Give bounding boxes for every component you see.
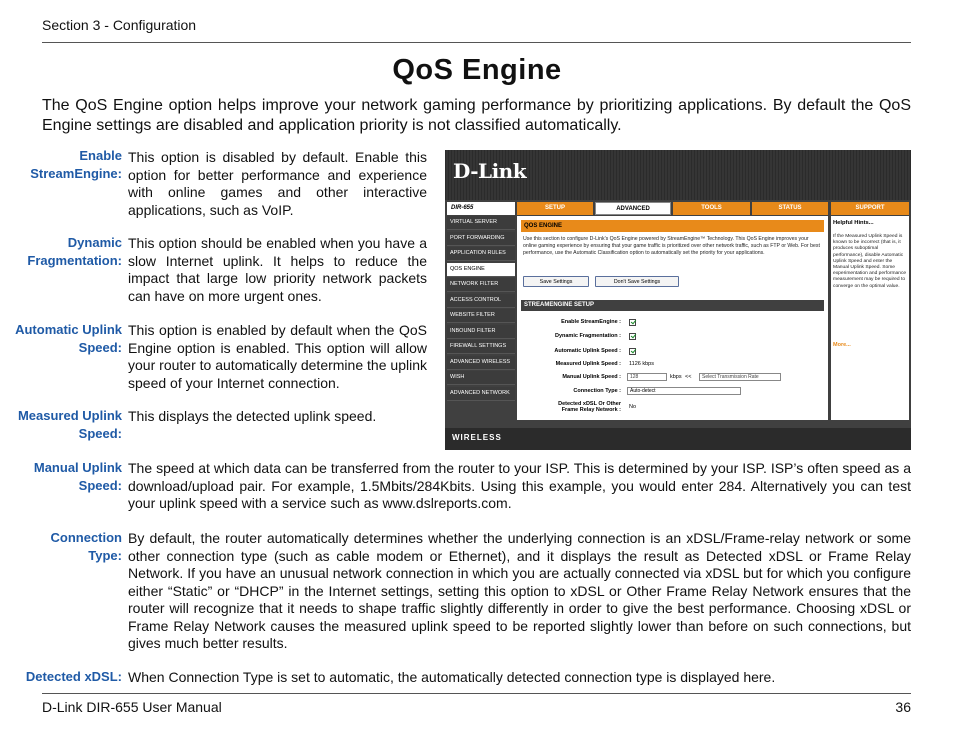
- term-measured-uplink-speed: Measured Uplink Speed:: [17, 408, 122, 441]
- desc-measured-uplink-speed: This displays the detected uplink speed.: [128, 408, 377, 424]
- desc-connection-type: By default, the router automatically determines whether the underlying connection is an xDSL/Frame-relay network or some other connection type (such as cable modem or Ethernet), and it displays the result as Detected xDSL or Frame Relay Network. If you have an unusual network connection in which you are actually connected via xDSL but for which you configure either “Static” or “DHCP” in the Internet settings, setting this option to xDSL or Other Frame Relay Network ensures that the router will recognize that it needs to shape traffic slightly differently in order to give the best performance. Choosing xDSL or Frame Relay Network causes the measured uplink speed to be reported slightly lower than before on such connections, but gives much better results.: [128, 530, 911, 651]
- term-enable-streamengine: Enable StreamEngine:: [30, 148, 122, 181]
- wireless-label: WIRELESS: [452, 433, 502, 442]
- model-label: DIR-655: [447, 202, 515, 215]
- detected-xdsl-label-line2: Frame Relay Network :: [561, 407, 621, 413]
- sidebar-item-advanced-wireless[interactable]: ADVANCED WIRELESS: [447, 356, 515, 370]
- automatic-uplink-label: Automatic Uplink Speed :: [554, 348, 621, 354]
- help-panel: [831, 216, 909, 420]
- dont-save-settings-button[interactable]: Don't Save Settings: [595, 276, 679, 287]
- detected-xdsl-value: No: [629, 404, 637, 410]
- top-divider: [42, 42, 911, 43]
- detected-xdsl-label-line1: Detected xDSL Or Other: [558, 401, 621, 407]
- term-automatic-uplink-speed: Automatic Uplink Speed:: [15, 322, 122, 355]
- footer-page-number: 36: [895, 699, 911, 715]
- qos-panel-title: QOS ENGINE: [521, 220, 824, 232]
- save-settings-button[interactable]: Save Settings: [523, 276, 589, 287]
- sidebar-item-access-control[interactable]: ACCESS CONTROL: [447, 294, 515, 308]
- transmission-rate-select[interactable]: Select Transmission Rate: [699, 373, 781, 381]
- streamengine-setup-title: STREAMENGINE SETUP: [521, 300, 824, 311]
- tab-status[interactable]: STATUS: [752, 202, 828, 215]
- desc-manual-uplink-speed: The speed at which data can be transferred from the router to your ISP. This is determined by your ISP. ISP’s often speed as a download/upload pair. For example, 1.5Mbits/284Kbits. Using this example, you would enter 284. Alternatively you can test your uplink speed with a service such as www.dslreports.com.: [128, 460, 911, 511]
- sidebar-item-qos-engine[interactable]: QOS ENGINE: [447, 263, 515, 277]
- sidebar-item-port-forwarding[interactable]: PORT FORWARDING: [447, 232, 515, 246]
- help-text: If the Measured Uplink Speed is known to be incorrect (that is, it produces suboptimal performance), disable Automatic Uplink Speed and enter the Manual Uplink Speed. Some experimentation and performance measurement may be required to converge on the optimal value.: [833, 234, 907, 289]
- sidebar-item-wish[interactable]: WISH: [447, 371, 515, 385]
- router-header: [445, 150, 911, 200]
- dlink-logo: D-Link: [453, 159, 527, 183]
- sidebar-item-inbound-filter[interactable]: INBOUND FILTER: [447, 325, 515, 339]
- connection-type-label: Connection Type :: [573, 388, 621, 394]
- desc-automatic-uplink-speed: This option is enabled by default when the QoS Engine option is enabled. This option will allow your router to automatically determine the uplink speed of your Internet connection.: [128, 322, 427, 391]
- connection-type-select[interactable]: Auto-detect: [627, 387, 741, 395]
- manual-uplink-arrow: <<: [685, 374, 692, 380]
- term-connection-type: Connection Type:: [50, 530, 122, 563]
- manual-uplink-unit: kbps: [670, 374, 682, 380]
- tab-advanced[interactable]: ADVANCED: [595, 202, 671, 215]
- sidebar-item-network-filter[interactable]: NETWORK FILTER: [447, 278, 515, 292]
- sidebar-item-website-filter[interactable]: WEBSITE FILTER: [447, 309, 515, 323]
- term-manual-uplink-speed: Manual Uplink Speed:: [33, 460, 122, 493]
- desc-dynamic-fragmentation: This option should be enabled when you have a slow Internet uplink. It helps to reduce the impact that large low priority network packets can have on more urgent ones.: [128, 235, 427, 304]
- tab-tools[interactable]: TOOLS: [673, 202, 750, 215]
- automatic-uplink-checkbox[interactable]: [629, 348, 636, 355]
- section-label: Section 3 - Configuration: [42, 17, 197, 33]
- tab-support[interactable]: SUPPORT: [831, 202, 909, 215]
- qos-panel: [517, 216, 828, 420]
- measured-uplink-label: Measured Uplink Speed :: [555, 361, 621, 367]
- enable-streamengine-label: Enable StreamEngine :: [561, 319, 621, 325]
- sidebar-item-application-rules[interactable]: APPLICATION RULES: [447, 247, 515, 261]
- router-sidebar: [447, 216, 515, 402]
- router-footer: [445, 428, 911, 450]
- bottom-divider: [42, 693, 911, 694]
- desc-enable-streamengine: This option is disabled by default. Enable this option for better performance and experience with online games and other interactive applications, such as VoIP.: [128, 149, 427, 218]
- page-title: QoS Engine: [392, 54, 562, 86]
- router-screenshot: [445, 150, 911, 450]
- dynamic-fragmentation-label: Dynamic Fragmentation :: [554, 333, 621, 339]
- measured-uplink-value: 1126 kbps: [629, 361, 654, 367]
- enable-streamengine-checkbox[interactable]: [629, 319, 636, 326]
- intro-paragraph: The QoS Engine option helps improve your network gaming performance by prioritizing applications. By default the QoS Engine settings are disabled and application priority is not classified automatically.: [42, 97, 911, 134]
- sidebar-item-firewall-settings[interactable]: FIREWALL SETTINGS: [447, 340, 515, 354]
- dynamic-fragmentation-checkbox[interactable]: [629, 333, 636, 340]
- term-dynamic-fragmentation: Dynamic Fragmentation:: [27, 235, 122, 268]
- help-title: Helpful Hints...: [833, 220, 874, 226]
- term-detected-xdsl: Detected xDSL:: [25, 669, 122, 684]
- qos-panel-intro: Use this section to configure D-Link's QoS Engine powered by StreamEngine™ Technology. This QoS Engine improves your online gaming experience by ensuring that your game traffic is prioritized over other network traffic, such as FTP or Web. For best performance, use the Automatic Classification option to automatically set the priority for your applications.: [523, 236, 820, 256]
- desc-detected-xdsl: When Connection Type is set to automatic, the automatically detected connection type is displayed here.: [128, 669, 776, 685]
- sidebar-item-advanced-network[interactable]: ADVANCED NETWORK: [447, 387, 515, 401]
- tab-setup[interactable]: SETUP: [517, 202, 593, 215]
- manual-uplink-label: Manual Uplink Speed :: [562, 374, 621, 380]
- footer-manual-title: D-Link DIR-655 User Manual: [42, 699, 222, 715]
- sidebar-item-virtual-server[interactable]: VIRTUAL SERVER: [447, 216, 515, 230]
- manual-uplink-input[interactable]: 128: [627, 373, 667, 381]
- help-more-link[interactable]: More...: [833, 342, 851, 348]
